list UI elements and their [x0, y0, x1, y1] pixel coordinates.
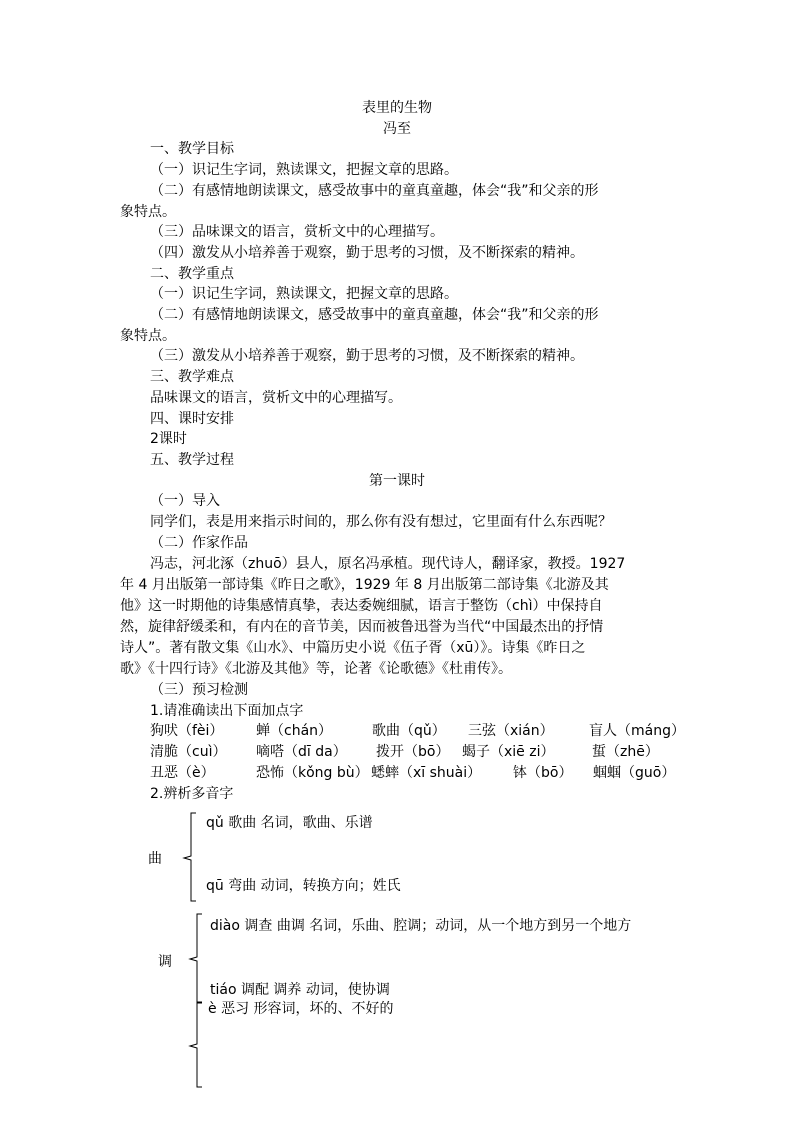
polyphone-heading: 2.辨析多音字 — [150, 786, 234, 802]
focus-item-3: （三）激发从小培养善于观察，勤于思考的习惯，及不断探索的精神。 — [150, 348, 584, 364]
pinyin-item: 蟋蟀（xī shuài） — [371, 765, 482, 781]
author-bio-line-6: 歌》《十四行诗》《北游及其他》等，论著《论歌德》《杜甫传》。 — [120, 661, 512, 677]
section-heading-process: 五、教学过程 — [150, 452, 234, 468]
section-heading-difficulty: 三、教学难点 — [150, 369, 234, 385]
difficulty-text: 品味课文的语言，赏析文中的心理描写。 — [150, 390, 402, 406]
pinyin-item: 蝈蝈（guō） — [593, 765, 676, 781]
polyphone-char: 曲 — [148, 851, 162, 867]
author-heading: （二）作家作品 — [150, 535, 248, 551]
pinyin-item: 拨开（bō） — [376, 744, 450, 760]
polyphone-reading: diào 调查 曲调 名词，乐曲、腔调；动词，从一个地方到另一个地方 — [210, 918, 632, 934]
goal-item-1: （一）识记生字词，熟读课文，把握文章的思路。 — [150, 162, 458, 178]
pinyin-item: 丑恶（è） — [150, 765, 215, 781]
goal-item-4: （四）激发从小培养善于观察，勤于思考的习惯，及不断探索的精神。 — [150, 245, 584, 261]
pinyin-task-heading: 1.请准确读出下面加点字 — [150, 703, 304, 719]
author-bio-line-1: 冯志，河北涿（zhuō）县人，原名冯承植。现代诗人，翻译家，教授。1927 — [150, 556, 626, 572]
pinyin-item: 狗吠（fèi） — [150, 723, 224, 739]
section-heading-focus: 二、教学重点 — [150, 266, 234, 282]
pinyin-item: 蜇（zhē） — [592, 744, 659, 760]
focus-item-1: （一）识记生字词，熟读课文，把握文章的思路。 — [150, 286, 458, 302]
lesson-one-heading: 第一课时 — [369, 473, 425, 489]
author-bio-line-5: 诗人”。著有散文集《山水》、中篇历史小说《伍子胥（xū）》。诗集《昨日之 — [120, 640, 586, 656]
pinyin-item: 歌曲（qǔ） — [372, 723, 446, 739]
document-title: 表里的生物 — [362, 100, 432, 116]
pinyin-item: 三弦（xián） — [468, 723, 554, 739]
pinyin-item: 蝉（chán） — [256, 723, 333, 739]
preview-heading: （三）预习检测 — [150, 682, 248, 698]
pinyin-item: 清脆（cuì） — [150, 744, 227, 760]
polyphone-char: 调 — [158, 954, 172, 970]
goal-item-2: （二）有感情地朗读课文，感受故事中的童真童趣，体会“我”和父亲的形 — [150, 183, 599, 199]
pinyin-item: 钵（bō） — [513, 765, 573, 781]
pinyin-item: 盲人（máng） — [589, 723, 685, 739]
pinyin-item: 恐怖（kǒng bù） — [256, 765, 369, 781]
goal-item-3: （三）品味课文的语言，赏析文中的心理描写。 — [150, 224, 444, 240]
brace-bracket — [188, 913, 204, 1003]
schedule-text: 2课时 — [150, 431, 187, 447]
brace-bracket — [182, 812, 198, 902]
polyphone-reading: tiáo 调配 调养 动词，使协调 — [210, 982, 390, 998]
section-heading-schedule: 四、课时安排 — [150, 411, 234, 427]
focus-item-2: （二）有感情地朗读课文，感受故事中的童真童趣，体会“我”和父亲的形 — [150, 307, 599, 323]
polyphone-reading: qǔ 歌曲 名词，歌曲、乐谱 — [206, 815, 373, 831]
intro-heading: （一）导入 — [150, 493, 220, 509]
pinyin-item: 蝎子（xiē zi） — [462, 744, 555, 760]
brace-bracket — [188, 1002, 204, 1088]
document-author: 冯至 — [383, 121, 411, 137]
polyphone-reading: è 恶习 形容词，坏的、不好的 — [208, 1001, 394, 1017]
intro-text: 同学们，表是用来指示时间的，那么你有没有想过，它里面有什么东西呢？ — [150, 514, 612, 530]
author-bio-line-2: 年 4 月出版第一部诗集《昨日之歌》，1929 年 8 月出版第二部诗集《北游及其 — [120, 577, 609, 593]
goal-item-2-cont: 象特点。 — [120, 204, 176, 220]
focus-item-2-cont: 象特点。 — [120, 328, 176, 344]
polyphone-reading: qū 弯曲 动词，转换方向；姓氏 — [206, 878, 401, 894]
pinyin-item: 嘀嗒（dī da） — [256, 744, 347, 760]
author-bio-line-3: 他》这一时期他的诗集感情真挚，表达委婉细腻，语言于整饬（chì）中保持自 — [120, 598, 603, 614]
section-heading-goals: 一、教学目标 — [150, 141, 234, 157]
author-bio-line-4: 然，旋律舒缓柔和，有内在的音节美，因而被鲁迅誉为当代“中国最杰出的抒情 — [120, 619, 604, 635]
